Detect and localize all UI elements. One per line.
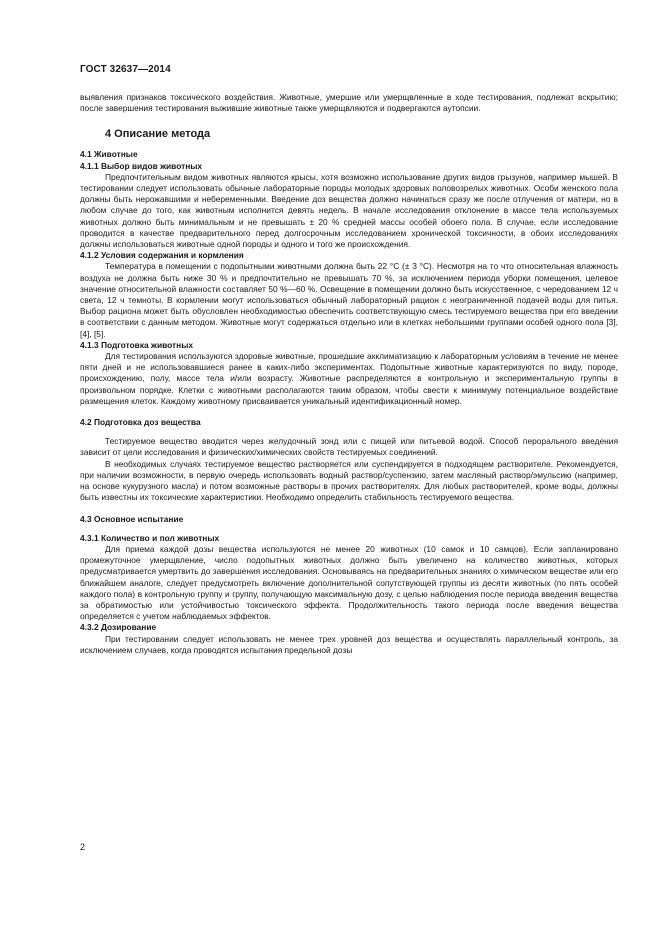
section-4-1-title: 4.1 Животные <box>80 149 138 160</box>
section-4-title: 4 Описание метода <box>105 128 211 141</box>
document-header: ГОСТ 32637—2014 <box>80 64 171 75</box>
page-number: 2 <box>80 842 86 852</box>
section-4-3-2-title: 4.3.2 Дозирование <box>80 622 157 633</box>
section-4-3-1-title: 4.3.1 Количество и пол животных <box>80 532 220 543</box>
section-4-3-2-text: При тестировании следует использовать не менее трех уровней доз вещества и осуществлять параллельный контроль, за исключением случаев, когда проводятся испытания предельной дозы <box>80 633 618 655</box>
section-4-1-2-text: Температура в помещении с подопытными животными должна быть 22 °С (± 3 °С). Несмотря на то что относительная влажность воздуха не должна быть ниже 30 % и предпочтительно не превышать 70 %, за исключением периода уборки помещения, целевое значение относительной влажности составляет 50 %—60 %. Освещение в помещении должно быть искусственное, с чередованием 12 ч света, 12 ч темноты. В кормлении могут использоваться обычный лабораторный рацион с неограниченной подачей воды для питья. Выбор рациона может быть обусловлен необходимостью обеспечить соответствующую смесь тестируемого вещества при его введении в соответствии с данным методом. Животные могут содержаться отдельно или в клетках небольшими группами особей одного пола [3], [4], [5]. <box>80 261 618 339</box>
section-4-3-1-text: Для приема каждой дозы вещества используются не менее 20 животных (10 самок и 10 самцов). Если запланировано промежуточное умерщвление, число подопытных животных должно быть увеличено на количество животных, которых предусматривается умертвить до завершения исследования. Основываясь на предварительных знаниях о химическом веществе или его ближайшем аналоге, следует предусмотреть включение дополнительной сопутствующей группы из десяти животных (по пять особей каждого пола) в контрольную группу и группу, получающую максимальную дозу, с целью наблюдения после периода введения вещества за обратимостью или устойчивостью токсического эффекта. Продолжительность такого периода после введения вещества определяется с учетом наблюдаемых эффектов. <box>80 543 618 622</box>
section-4-1-3-title: 4.1.3 Подготовка животных <box>80 339 194 350</box>
section-4-1-3-text: Для тестирования используются здоровые животные, прошедшие акклиматизацию к лабораторным условиям в течение не менее пяти дней и не использовавшиеся ранее в каких-либо экспериментах. Подопытные животные характеризуются по виду, породе, происхождению, полу, массе тела и/или возрасту. Животные распределяются в контрольную и экспериментальную группы в произвольном порядке. Клетки с животными располагаются таким образом, чтобы свести к минимуму потенциальное воздействие размещения клеток. Каждому животному присваивается уникальный идентификационный номер. <box>80 351 618 406</box>
section-4-1-1-title: 4.1.1 Выбор видов животных <box>80 160 203 171</box>
section-4-3-title: 4.3 Основное испытание <box>80 513 184 524</box>
section-4-1-1-text: Предпочтительным видом животных являются крысы, хотя возможно использование других видов грызунов, например мышей. В тестировании следует использовать обычные лабораторные породы молодых здоровых половозрелых животных. Особи женского пола должны быть нерожавшими и небеременными. Введение доз вещества должно начинаться сразу же после отлучения от матери, но в любом случае до того, как животным исполнится девять недель. В начале исследования отклонение в массе тела используемых животных должно быть минимальным и не превышать ± 20 % средней массы особей обоего пола. В случае, если исследование проводится в качестве предварительного перед долгосрочным исследованием хронической токсичности, в обоих исследованиях должны использоваться животные одной породы и одного и того же происхождения. <box>80 171 618 250</box>
section-4-2-title: 4.2 Подготовка доз вещества <box>80 417 201 428</box>
section-4-1-2-title: 4.1.2 Условия содержания и кормления <box>80 250 244 261</box>
section-4-2-p1: Тестируемое вещество вводится через желудочный зонд или с пищей или питьевой водой. Способ перорального введения зависит от цели исследования и физических/химических свойств тестируемых соединений. <box>80 436 618 458</box>
intro-paragraph: выявления признаков токсического воздействия. Животные, умершие или умерщвленные в ходе тестирования, подлежат вскрытию; после завершения тестирования выжившие животные также умерщвляются и подвергаются аутопсии. <box>80 92 618 114</box>
document-body <box>80 92 618 656</box>
section-4-2-p2: В необходимых случаях тестируемое вещество растворяется или суспендируется в подходящем растворителе. Рекомендуется, при наличии возможности, в первую очередь использовать водный раствор/суспензию, затем масляный раствор/эмульсию (например, на основе кукурузного масла) и потом возможные растворы в прочих растворителях. Для любых растворителей, кроме воды, должны быть известны их токсические характеристики. Необходимо определить стабильность тестируемого вещества. <box>80 458 618 503</box>
